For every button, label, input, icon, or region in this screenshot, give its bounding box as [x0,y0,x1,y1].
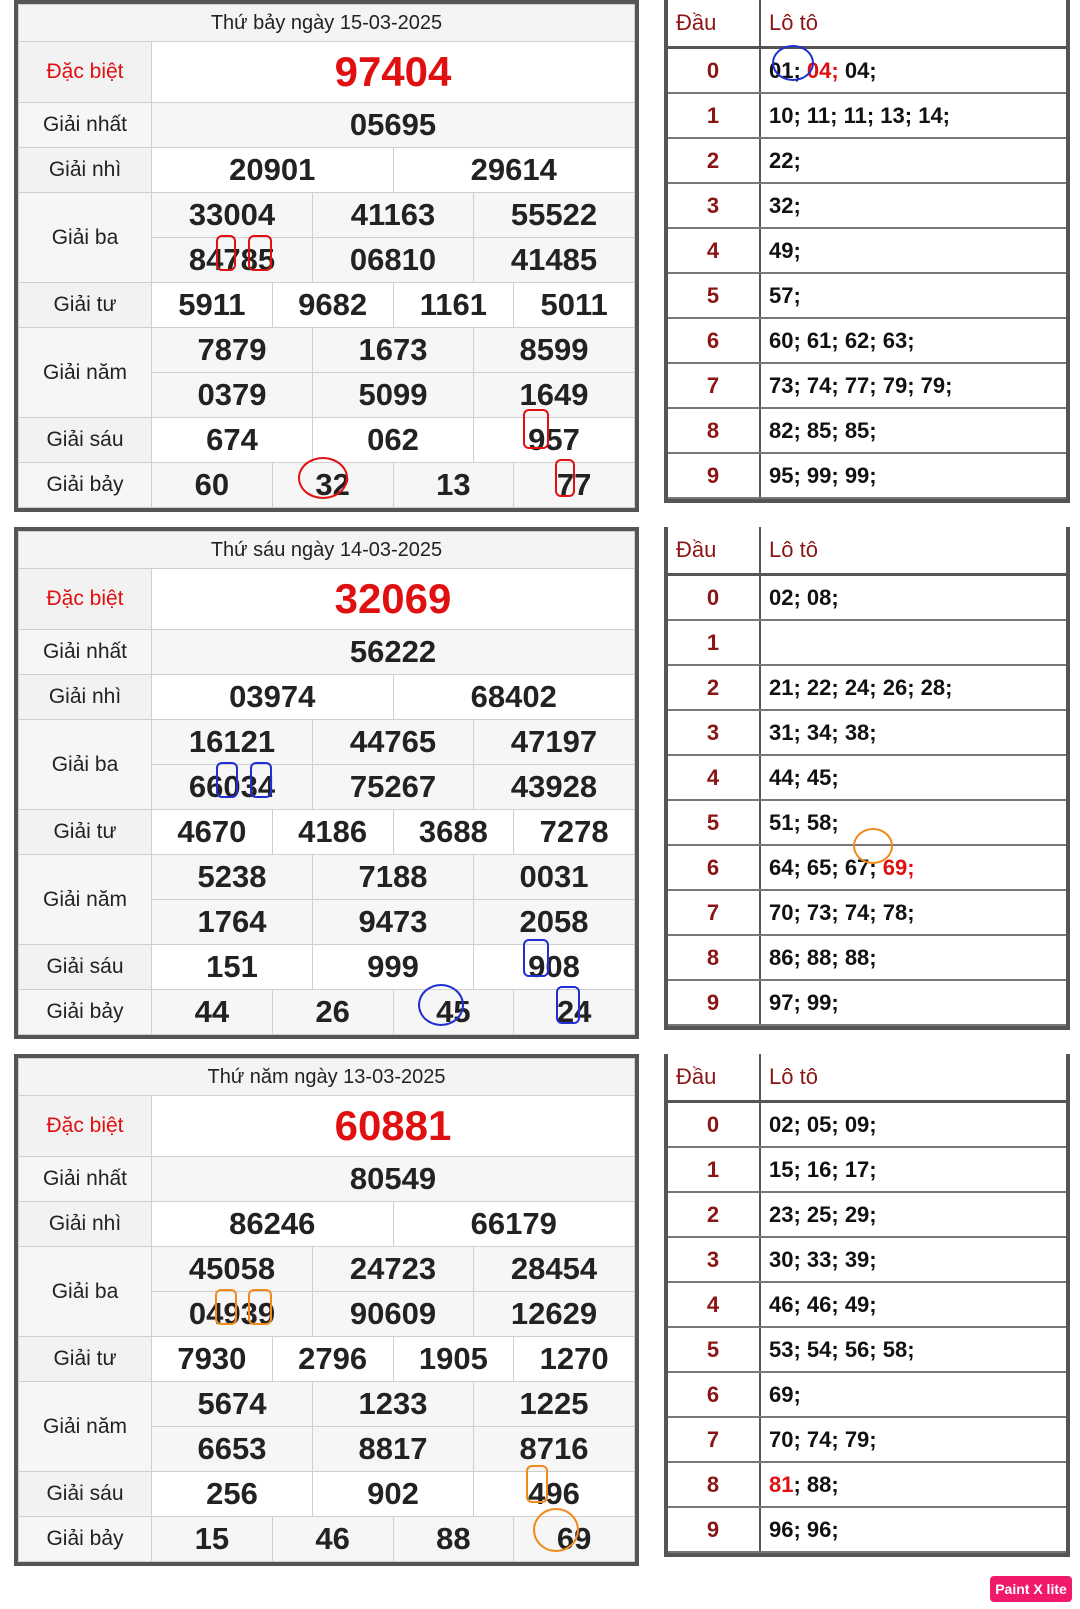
loto-head-digit: 0 [668,1102,760,1148]
loto-row [668,1282,1066,1327]
result-table-1 [14,527,639,1039]
loto-row [668,48,1066,94]
loto-head-digit: 7 [668,890,760,935]
sixth-prize-number: 957 [474,418,635,463]
fifth-prize-number: 1764 [152,900,313,945]
loto-values: 02; 05; 09; [760,1102,1066,1148]
label-first-prize: Giải nhất [19,1157,152,1202]
loto-row [668,183,1066,228]
label-first-prize: Giải nhất [19,630,152,675]
loto-row [668,620,1066,665]
label-fourth-prize: Giải tư [19,283,152,328]
fifth-prize-number: 1649 [474,373,635,418]
label-first-prize: Giải nhất [19,103,152,148]
fifth-prize-number: 2058 [474,900,635,945]
fifth-prize-number: 0379 [152,373,313,418]
fifth-prize-number: 8817 [313,1427,474,1472]
loto-head-digit: 9 [668,453,760,498]
sixth-prize-number: 256 [152,1472,313,1517]
loto-head-digit: 4 [668,755,760,800]
second-prize-number: 68402 [393,675,635,720]
special-prize-number: 32069 [152,569,635,630]
third-prize-number: 43928 [474,765,635,810]
loto-values: 57; [760,273,1066,318]
label-seventh-prize: Giải bảy [19,1517,152,1562]
first-prize-number: 05695 [152,103,635,148]
third-prize-number: 47197 [474,720,635,765]
label-sixth-prize: Giải sáu [19,1472,152,1517]
third-prize-number: 04939 [152,1292,313,1337]
loto-head-digit: 3 [668,1237,760,1282]
fifth-prize-number: 0031 [474,855,635,900]
loto-values: 02; 08; [760,575,1066,621]
label-sixth-prize: Giải sáu [19,418,152,463]
label-third-prize: Giải ba [19,193,152,283]
loto-row [668,453,1066,498]
fifth-prize-number: 7879 [152,328,313,373]
loto-head-digit: 1 [668,1147,760,1192]
loto-row [668,1327,1066,1372]
header-loto: Lô tô [760,0,1066,48]
fourth-prize-number: 5011 [514,283,635,328]
loto-row [668,1102,1066,1148]
loto-head-digit: 3 [668,183,760,228]
seventh-prize-number: 46 [272,1517,393,1562]
seventh-prize-number: 32 [272,463,393,508]
loto-values: 44; 45; [760,755,1066,800]
fifth-prize-number: 1225 [474,1382,635,1427]
label-fourth-prize: Giải tư [19,1337,152,1382]
loto-head-digit: 5 [668,800,760,845]
loto-values: 64; 65; 67; 69; [760,845,1066,890]
loto-row [668,710,1066,755]
special-prize-number: 97404 [152,42,635,103]
fourth-prize-number: 7278 [514,810,635,855]
draw-date: Thứ bảy ngày 15-03-2025 [19,5,635,42]
loto-row [668,575,1066,621]
loto-values: 15; 16; 17; [760,1147,1066,1192]
loto-row [668,1507,1066,1552]
loto-table-1 [664,527,1070,1030]
loto-values: 46; 46; 49; [760,1282,1066,1327]
third-prize-number: 90609 [313,1292,474,1337]
fourth-prize-number: 5911 [152,283,273,328]
sixth-prize-number: 062 [313,418,474,463]
loto-head-digit: 2 [668,138,760,183]
result-table-2 [14,1054,639,1566]
loto-row [668,318,1066,363]
loto-table-2 [664,1054,1070,1557]
first-prize-number: 56222 [152,630,635,675]
fourth-prize-number: 2796 [272,1337,393,1382]
loto-head-digit: 5 [668,273,760,318]
loto-head-digit: 9 [668,1507,760,1552]
sixth-prize-number: 902 [313,1472,474,1517]
header-dau: Đầu [668,527,760,575]
label-fourth-prize: Giải tư [19,810,152,855]
loto-head-digit: 7 [668,1417,760,1462]
third-prize-number: 84785 [152,238,313,283]
fourth-prize-number: 1905 [393,1337,514,1382]
loto-head-digit: 6 [668,1372,760,1417]
loto-values: 86; 88; 88; [760,935,1066,980]
loto-head-digit: 7 [668,363,760,408]
header-loto: Lô tô [760,527,1066,575]
label-third-prize: Giải ba [19,1247,152,1337]
loto-row [668,1372,1066,1417]
loto-row [668,935,1066,980]
loto-values: 60; 61; 62; 63; [760,318,1066,363]
third-prize-number: 06810 [313,238,474,283]
third-prize-number: 12629 [474,1292,635,1337]
loto-row [668,1462,1066,1507]
third-prize-number: 75267 [313,765,474,810]
loto-row [668,93,1066,138]
draw-date: Thứ sáu ngày 14-03-2025 [19,532,635,569]
loto-head-digit: 1 [668,620,760,665]
seventh-prize-number: 44 [152,990,273,1035]
label-special: Đặc biệt [19,569,152,630]
loto-values: 73; 74; 77; 79; 79; [760,363,1066,408]
fifth-prize-number: 7188 [313,855,474,900]
fourth-prize-number: 7930 [152,1337,273,1382]
loto-row [668,1417,1066,1462]
loto-row [668,665,1066,710]
loto-values: 81; 88; [760,1462,1066,1507]
loto-row [668,980,1066,1025]
fourth-prize-number: 9682 [272,283,393,328]
sixth-prize-number: 674 [152,418,313,463]
fifth-prize-number: 8599 [474,328,635,373]
loto-values: 23; 25; 29; [760,1192,1066,1237]
label-second-prize: Giải nhì [19,148,152,193]
loto-values: 51; 58; [760,800,1066,845]
loto-values: 49; [760,228,1066,273]
label-sixth-prize: Giải sáu [19,945,152,990]
header-dau: Đầu [668,1054,760,1102]
loto-values: 21; 22; 24; 26; 28; [760,665,1066,710]
second-prize-number: 20901 [152,148,394,193]
third-prize-number: 28454 [474,1247,635,1292]
loto-head-digit: 6 [668,318,760,363]
label-second-prize: Giải nhì [19,675,152,720]
loto-head-digit: 4 [668,1282,760,1327]
loto-values: 22; [760,138,1066,183]
loto-values: 53; 54; 56; 58; [760,1327,1066,1372]
loto-head-digit: 2 [668,1192,760,1237]
sixth-prize-number: 908 [474,945,635,990]
loto-values: 01; 04; 04; [760,48,1066,94]
fifth-prize-number: 9473 [313,900,474,945]
loto-head-digit: 6 [668,845,760,890]
loto-row [668,1237,1066,1282]
label-seventh-prize: Giải bảy [19,463,152,508]
seventh-prize-number: 13 [393,463,514,508]
seventh-prize-number: 26 [272,990,393,1035]
label-special: Đặc biệt [19,1096,152,1157]
seventh-prize-number: 45 [393,990,514,1035]
seventh-prize-number: 77 [514,463,635,508]
third-prize-number: 66034 [152,765,313,810]
label-third-prize: Giải ba [19,720,152,810]
loto-row [668,1147,1066,1192]
loto-row [668,138,1066,183]
fifth-prize-number: 8716 [474,1427,635,1472]
loto-row [668,845,1066,890]
loto-values: 97; 99; [760,980,1066,1025]
header-dau: Đầu [668,0,760,48]
loto-head-digit: 4 [668,228,760,273]
loto-row [668,755,1066,800]
label-fifth-prize: Giải năm [19,328,152,418]
third-prize-number: 24723 [313,1247,474,1292]
loto-row [668,408,1066,453]
loto-head-digit: 5 [668,1327,760,1372]
loto-head-digit: 8 [668,408,760,453]
second-prize-number: 03974 [152,675,394,720]
fifth-prize-number: 5238 [152,855,313,900]
third-prize-number: 33004 [152,193,313,238]
sixth-prize-number: 151 [152,945,313,990]
loto-values: 96; 96; [760,1507,1066,1552]
third-prize-number: 41485 [474,238,635,283]
loto-values: 30; 33; 39; [760,1237,1066,1282]
loto-values: 32; [760,183,1066,228]
loto-row [668,273,1066,318]
label-fifth-prize: Giải năm [19,855,152,945]
third-prize-number: 41163 [313,193,474,238]
result-table-0 [14,0,639,512]
loto-row [668,890,1066,935]
seventh-prize-number: 24 [514,990,635,1035]
loto-values: 69; [760,1372,1066,1417]
loto-head-digit: 0 [668,575,760,621]
loto-values: 70; 74; 79; [760,1417,1066,1462]
second-prize-number: 86246 [152,1202,394,1247]
fifth-prize-number: 5099 [313,373,474,418]
loto-head-digit: 2 [668,665,760,710]
second-prize-number: 29614 [393,148,635,193]
fourth-prize-number: 3688 [393,810,514,855]
loto-values: 31; 34; 38; [760,710,1066,755]
seventh-prize-number: 88 [393,1517,514,1562]
fourth-prize-number: 4186 [272,810,393,855]
seventh-prize-number: 15 [152,1517,273,1562]
seventh-prize-number: 69 [514,1517,635,1562]
special-prize-number: 60881 [152,1096,635,1157]
loto-values: 95; 99; 99; [760,453,1066,498]
fourth-prize-number: 4670 [152,810,273,855]
draw-date: Thứ năm ngày 13-03-2025 [19,1059,635,1096]
loto-head-digit: 3 [668,710,760,755]
third-prize-number: 55522 [474,193,635,238]
loto-values [760,620,1066,665]
loto-row [668,228,1066,273]
third-prize-number: 16121 [152,720,313,765]
fourth-prize-number: 1270 [514,1337,635,1382]
first-prize-number: 80549 [152,1157,635,1202]
loto-values: 10; 11; 11; 13; 14; [760,93,1066,138]
loto-head-digit: 8 [668,1462,760,1507]
loto-values: 70; 73; 74; 78; [760,890,1066,935]
fifth-prize-number: 5674 [152,1382,313,1427]
fifth-prize-number: 6653 [152,1427,313,1472]
label-second-prize: Giải nhì [19,1202,152,1247]
sixth-prize-number: 496 [474,1472,635,1517]
seventh-prize-number: 60 [152,463,273,508]
second-prize-number: 66179 [393,1202,635,1247]
loto-row [668,363,1066,408]
fourth-prize-number: 1161 [393,283,514,328]
label-special: Đặc biệt [19,42,152,103]
paint-x-lite-watermark: Paint X lite [990,1576,1072,1602]
loto-row [668,800,1066,845]
loto-head-digit: 8 [668,935,760,980]
loto-head-digit: 9 [668,980,760,1025]
third-prize-number: 45058 [152,1247,313,1292]
label-fifth-prize: Giải năm [19,1382,152,1472]
loto-head-digit: 0 [668,48,760,94]
loto-head-digit: 1 [668,93,760,138]
loto-values: 82; 85; 85; [760,408,1066,453]
label-seventh-prize: Giải bảy [19,990,152,1035]
fifth-prize-number: 1673 [313,328,474,373]
sixth-prize-number: 999 [313,945,474,990]
third-prize-number: 44765 [313,720,474,765]
fifth-prize-number: 1233 [313,1382,474,1427]
header-loto: Lô tô [760,1054,1066,1102]
loto-table-0 [664,0,1070,503]
loto-row [668,1192,1066,1237]
